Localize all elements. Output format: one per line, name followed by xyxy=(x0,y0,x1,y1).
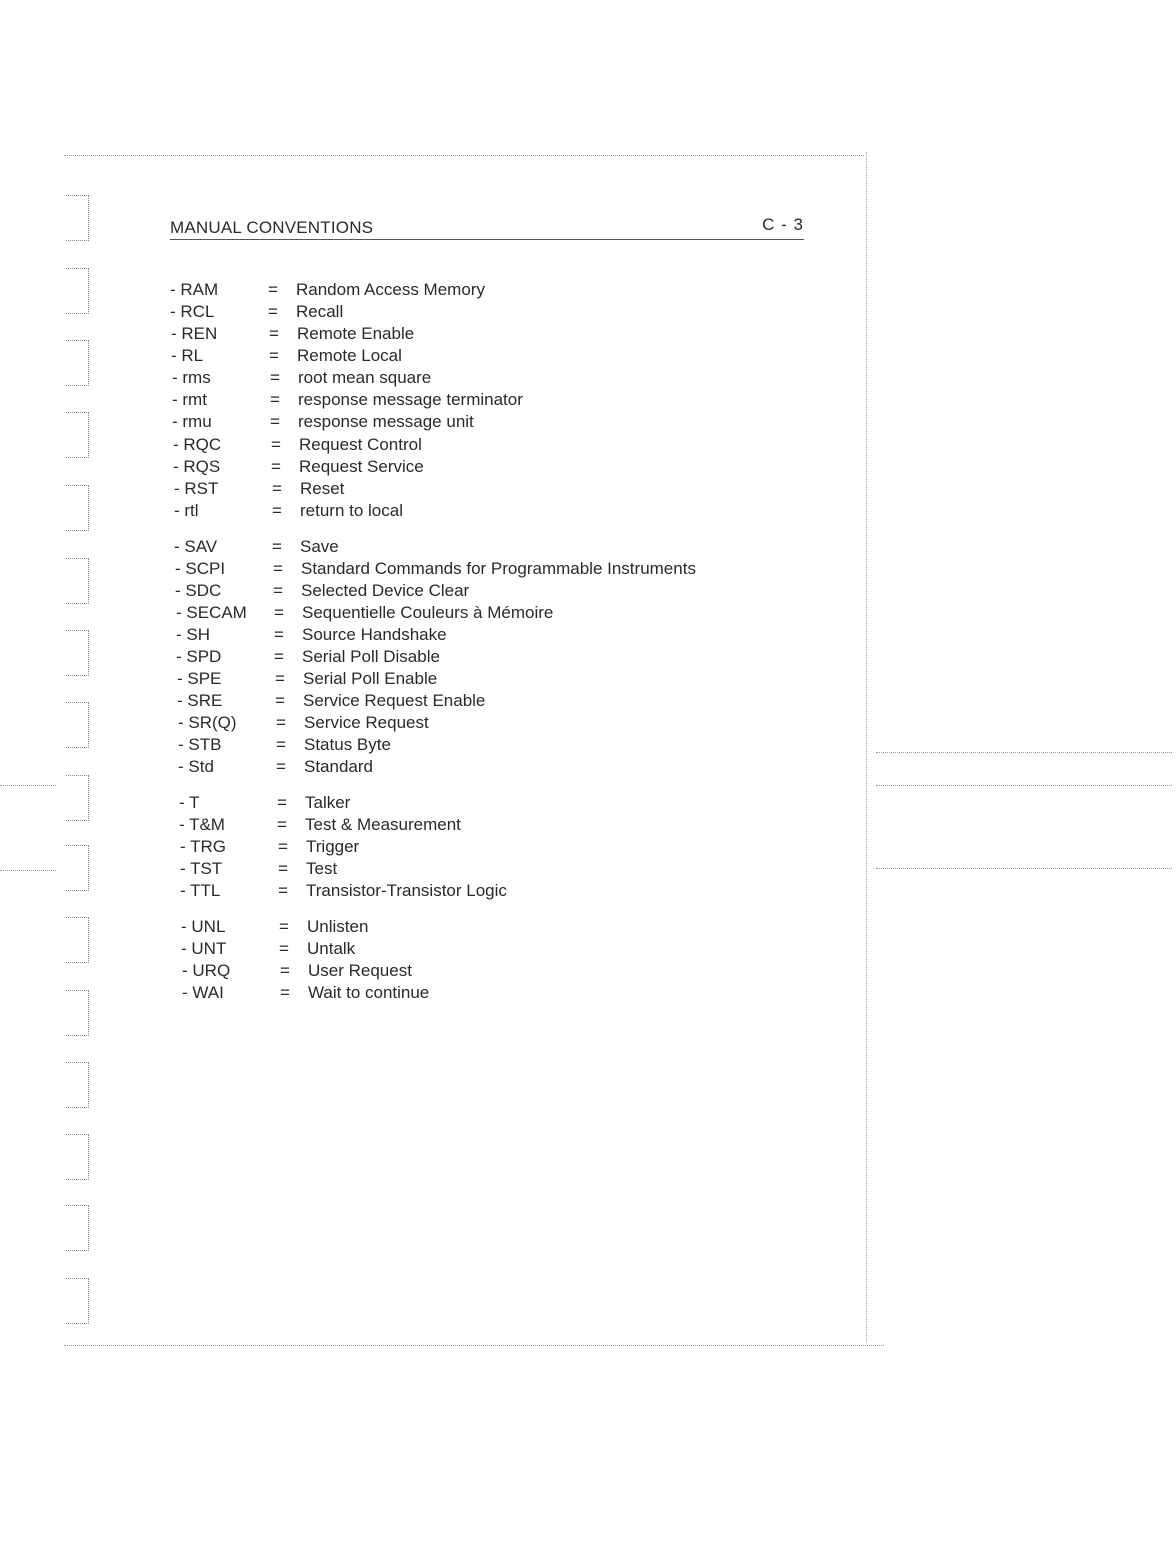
definition: Service Request xyxy=(304,713,429,732)
definition: Source Handshake xyxy=(302,625,447,644)
equals-sign: = xyxy=(279,917,289,936)
equals-sign: = xyxy=(270,390,280,409)
glossary-entry xyxy=(178,756,778,778)
abbreviation: - TTL xyxy=(180,881,221,900)
glossary-entry xyxy=(179,814,779,836)
binder-hole-mark xyxy=(66,558,89,604)
definition: Standard Commands for Programmable Instruments xyxy=(301,559,696,578)
binder-hole-mark xyxy=(66,1205,89,1251)
equals-sign: = xyxy=(275,669,285,688)
header-rule xyxy=(170,239,804,240)
equals-sign: = xyxy=(277,793,287,812)
definition: Service Request Enable xyxy=(303,691,486,710)
definition: Reset xyxy=(300,479,345,498)
binder-hole-mark xyxy=(66,1062,89,1108)
equals-sign: = xyxy=(277,815,287,834)
scan-border-right xyxy=(866,152,867,1342)
glossary-entry xyxy=(178,734,778,756)
glossary-entry xyxy=(174,500,774,522)
abbreviation: - UNL xyxy=(181,917,226,936)
equals-sign: = xyxy=(278,859,288,878)
binder-hole-mark xyxy=(66,775,89,821)
equals-sign: = xyxy=(278,881,288,900)
glossary-entry xyxy=(182,960,782,982)
glossary-entry xyxy=(174,536,774,558)
equals-sign: = xyxy=(268,302,278,321)
glossary-entry xyxy=(171,323,771,345)
scan-border-left-mark-2 xyxy=(0,870,56,871)
definition: Transistor-Transistor Logic xyxy=(306,881,507,900)
equals-sign: = xyxy=(276,757,286,776)
binder-hole-mark xyxy=(66,412,89,458)
glossary-entry xyxy=(170,301,770,323)
page-number: C - 3 xyxy=(762,215,804,234)
abbreviation: - rmu xyxy=(172,412,212,431)
glossary-entry xyxy=(173,456,773,478)
glossary-entry xyxy=(180,836,780,858)
definition: Untalk xyxy=(307,939,356,958)
definition: Standard xyxy=(304,757,373,776)
equals-sign: = xyxy=(274,603,284,622)
definition: Unlisten xyxy=(307,917,369,936)
scan-border-right-mark-1 xyxy=(876,752,1172,753)
equals-sign: = xyxy=(276,713,286,732)
definition: Save xyxy=(300,537,339,556)
abbreviation: - URQ xyxy=(182,961,231,980)
definition: Remote Local xyxy=(297,346,402,365)
definition: Request Control xyxy=(299,435,422,454)
definition: Request Service xyxy=(299,457,424,476)
definition: User Request xyxy=(308,961,412,980)
abbreviation: - RL xyxy=(171,346,204,365)
definition: response message terminator xyxy=(298,390,523,409)
abbreviation: - TRG xyxy=(180,837,226,856)
equals-sign: = xyxy=(272,537,282,556)
section-title: MANUAL CONVENTIONS xyxy=(170,218,374,237)
equals-sign: = xyxy=(279,939,289,958)
equals-sign: = xyxy=(273,559,283,578)
glossary-entry xyxy=(175,558,775,580)
glossary-entry xyxy=(182,982,782,1004)
glossary-entry xyxy=(180,880,780,902)
abbreviation: - WAI xyxy=(182,983,224,1002)
glossary-entry xyxy=(173,434,773,456)
glossary-entry xyxy=(180,858,780,880)
binder-hole-mark xyxy=(66,485,89,531)
binder-hole-mark xyxy=(66,1278,89,1324)
binder-hole-mark xyxy=(66,1134,89,1180)
glossary-entry xyxy=(177,690,777,712)
glossary-entry xyxy=(176,646,776,668)
equals-sign: = xyxy=(269,324,279,343)
abbreviation: - SCPI xyxy=(175,559,226,578)
definition: Trigger xyxy=(306,837,360,856)
glossary-entry xyxy=(178,712,778,734)
definition: Serial Poll Disable xyxy=(302,647,440,666)
scan-border-right-mark-2 xyxy=(876,785,1172,786)
binder-hole-mark xyxy=(66,268,89,314)
abbreviation: - SDC xyxy=(175,581,222,600)
equals-sign: = xyxy=(272,479,282,498)
glossary-entry xyxy=(181,938,781,960)
equals-sign: = xyxy=(272,501,282,520)
abbreviation: - rtl xyxy=(174,501,199,520)
glossary-entry xyxy=(181,916,781,938)
definition: response message unit xyxy=(298,412,474,431)
binder-hole-mark xyxy=(66,195,89,241)
binder-hole-mark xyxy=(66,845,89,891)
definition: Sequentielle Couleurs à Mémoire xyxy=(302,603,554,622)
equals-sign: = xyxy=(278,837,288,856)
abbreviation: - REN xyxy=(171,324,218,343)
abbreviation: - rms xyxy=(172,368,211,387)
abbreviation: - RST xyxy=(174,479,219,498)
glossary-entry xyxy=(175,580,775,602)
definition: Remote Enable xyxy=(297,324,415,343)
scan-border-bottom xyxy=(64,1345,884,1346)
binder-holes xyxy=(60,190,100,1320)
equals-sign: = xyxy=(280,961,290,980)
definition: Random Access Memory xyxy=(296,280,485,299)
glossary-entry xyxy=(172,411,772,433)
equals-sign: = xyxy=(274,647,284,666)
definition: Test & Measurement xyxy=(305,815,461,834)
glossary-entry xyxy=(172,389,772,411)
glossary-entry xyxy=(179,792,779,814)
equals-sign: = xyxy=(268,280,278,299)
definition: return to local xyxy=(300,501,403,520)
definition: Recall xyxy=(296,302,344,321)
abbreviation: - SPD xyxy=(176,647,222,666)
scan-border-top xyxy=(64,155,864,156)
scan-border-left-mark xyxy=(0,785,56,786)
definition: Talker xyxy=(305,793,351,812)
equals-sign: = xyxy=(269,346,279,365)
glossary-entry xyxy=(174,478,774,500)
abbreviation: - Std xyxy=(178,757,214,776)
equals-sign: = xyxy=(275,691,285,710)
abbreviation: - SPE xyxy=(177,669,222,688)
abbreviation: - STB xyxy=(178,735,222,754)
equals-sign: = xyxy=(270,368,280,387)
definition: Test xyxy=(306,859,338,878)
binder-hole-mark xyxy=(66,630,89,676)
abbreviation: - rmt xyxy=(172,390,207,409)
abbreviation: - RQS xyxy=(173,457,221,476)
abbreviation: - TST xyxy=(180,859,223,878)
definition: Wait to continue xyxy=(308,983,430,1002)
binder-hole-mark xyxy=(66,917,89,963)
glossary-entry xyxy=(172,367,772,389)
equals-sign: = xyxy=(271,457,281,476)
glossary-entry xyxy=(176,624,776,646)
equals-sign: = xyxy=(271,435,281,454)
binder-hole-mark xyxy=(66,702,89,748)
equals-sign: = xyxy=(274,625,284,644)
abbreviation: - SRE xyxy=(177,691,223,710)
equals-sign: = xyxy=(273,581,283,600)
abbreviation: - SAV xyxy=(174,537,218,556)
abbreviation: - T&M xyxy=(179,815,225,834)
equals-sign: = xyxy=(280,983,290,1002)
definition: Serial Poll Enable xyxy=(303,669,438,688)
glossary-entry xyxy=(170,279,770,301)
equals-sign: = xyxy=(276,735,286,754)
glossary-entry xyxy=(177,668,777,690)
abbreviation: - UNT xyxy=(181,939,227,958)
abbreviation: - RAM xyxy=(170,280,219,299)
abbreviation: - SH xyxy=(176,625,210,644)
abbreviation: - SECAM xyxy=(176,603,247,622)
abbreviation: - SR(Q) xyxy=(178,713,237,732)
glossary-entry xyxy=(171,345,771,367)
definition: Status Byte xyxy=(304,735,391,754)
definition: Selected Device Clear xyxy=(301,581,470,600)
binder-hole-mark xyxy=(66,990,89,1036)
equals-sign: = xyxy=(270,412,280,431)
abbreviation: - RCL xyxy=(170,302,215,321)
abbreviation: - RQC xyxy=(173,435,222,454)
binder-hole-mark xyxy=(66,340,89,386)
definition: root mean square xyxy=(298,368,432,387)
abbreviation: - T xyxy=(179,793,200,812)
glossary-entry xyxy=(176,602,776,624)
scan-border-right-mark-3 xyxy=(876,868,1172,869)
